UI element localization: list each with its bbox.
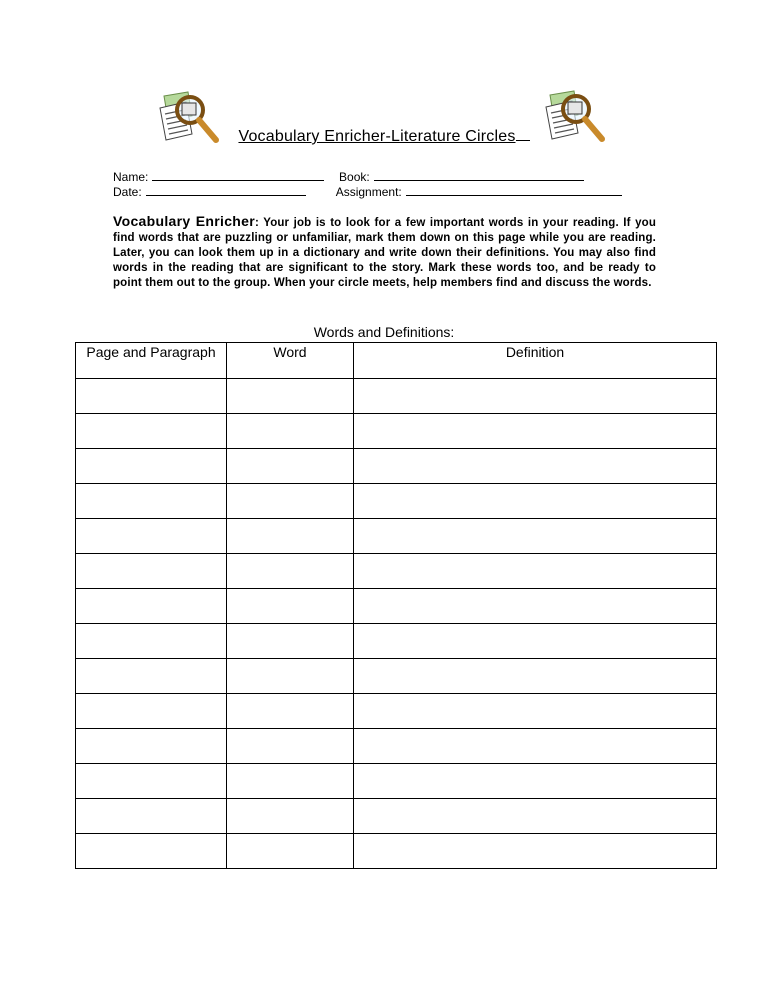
- page-paragraph-cell[interactable]: [76, 519, 227, 554]
- page-paragraph-cell[interactable]: [76, 554, 227, 589]
- definition-cell[interactable]: [354, 449, 717, 484]
- table-row: [76, 624, 717, 659]
- table-body: [76, 379, 717, 869]
- word-cell[interactable]: [227, 624, 354, 659]
- definition-cell[interactable]: [354, 624, 717, 659]
- name-field[interactable]: [152, 169, 324, 181]
- table-row: [76, 694, 717, 729]
- assignment-field[interactable]: [406, 184, 622, 196]
- definition-cell[interactable]: [354, 764, 717, 799]
- definition-cell[interactable]: [354, 379, 717, 414]
- table-row: [76, 659, 717, 694]
- date-assignment-line: [113, 184, 622, 199]
- definition-cell[interactable]: [354, 799, 717, 834]
- definition-cell[interactable]: [354, 484, 717, 519]
- word-cell[interactable]: [227, 519, 354, 554]
- table-row: [76, 449, 717, 484]
- page-paragraph-cell[interactable]: [76, 729, 227, 764]
- page-paragraph-cell[interactable]: [76, 799, 227, 834]
- table-row: [76, 834, 717, 869]
- page-paragraph-cell[interactable]: [76, 659, 227, 694]
- table-row: [76, 729, 717, 764]
- definition-cell[interactable]: [354, 694, 717, 729]
- name-book-line: [113, 169, 584, 184]
- definition-cell[interactable]: [354, 729, 717, 764]
- page-paragraph-cell[interactable]: [76, 694, 227, 729]
- page-paragraph-cell[interactable]: [76, 589, 227, 624]
- table-row: [76, 379, 717, 414]
- word-cell[interactable]: [227, 379, 354, 414]
- word-cell[interactable]: [227, 694, 354, 729]
- page-paragraph-cell[interactable]: [76, 834, 227, 869]
- table-row: [76, 554, 717, 589]
- date-label: Date:: [113, 185, 142, 199]
- definition-cell[interactable]: [354, 519, 717, 554]
- page-paragraph-cell[interactable]: [76, 379, 227, 414]
- title-text: Vocabulary Enricher-Literature Circles: [238, 128, 516, 145]
- vocabulary-table: [75, 342, 717, 869]
- page-paragraph-cell[interactable]: [76, 764, 227, 799]
- table-row: [76, 414, 717, 449]
- word-cell[interactable]: [227, 764, 354, 799]
- book-label: Book:: [339, 170, 370, 184]
- book-field[interactable]: [374, 169, 584, 181]
- assignment-label: Assignment:: [335, 185, 402, 199]
- header-page-paragraph: Page and Paragraph: [76, 343, 227, 379]
- page-title: [0, 128, 768, 146]
- instructions-body: : Your job is to look for a few important words in your reading. If you find words that are puzzling or unfamiliar, mark them down on this page while you are reading. Later, you can look them up in a dictionary and write down their definitions. You may also find words in the reading that are significant to the story. Mark these words too, and be ready to point them out to the group. When your circle meets, help members find and discuss the words.: [113, 217, 657, 289]
- table-row: [76, 799, 717, 834]
- name-label: Name:: [113, 170, 149, 184]
- word-cell[interactable]: [227, 449, 354, 484]
- instructions-paragraph: [113, 214, 656, 291]
- header-definition: Definition: [354, 343, 717, 379]
- word-cell[interactable]: [227, 834, 354, 869]
- table-row: [76, 764, 717, 799]
- page-paragraph-cell[interactable]: [76, 624, 227, 659]
- word-cell[interactable]: [227, 484, 354, 519]
- instructions-lead: Vocabulary Enricher: [113, 213, 255, 229]
- title-trailing-underline: [516, 128, 530, 141]
- table-caption: Words and Definitions:: [313, 324, 455, 340]
- table-row: [76, 589, 717, 624]
- table-row: [76, 519, 717, 554]
- word-cell[interactable]: [227, 659, 354, 694]
- word-cell[interactable]: [227, 554, 354, 589]
- word-cell[interactable]: [227, 729, 354, 764]
- definition-cell[interactable]: [354, 834, 717, 869]
- word-cell[interactable]: [227, 799, 354, 834]
- definition-cell[interactable]: [354, 659, 717, 694]
- date-field[interactable]: [146, 184, 306, 196]
- definition-cell[interactable]: [354, 414, 717, 449]
- table-header-row: [76, 343, 717, 379]
- definition-cell[interactable]: [354, 589, 717, 624]
- page-paragraph-cell[interactable]: [76, 414, 227, 449]
- header-word: Word: [227, 343, 354, 379]
- page-paragraph-cell[interactable]: [76, 484, 227, 519]
- definition-cell[interactable]: [354, 554, 717, 589]
- word-cell[interactable]: [227, 589, 354, 624]
- page-paragraph-cell[interactable]: [76, 449, 227, 484]
- table-row: [76, 484, 717, 519]
- word-cell[interactable]: [227, 414, 354, 449]
